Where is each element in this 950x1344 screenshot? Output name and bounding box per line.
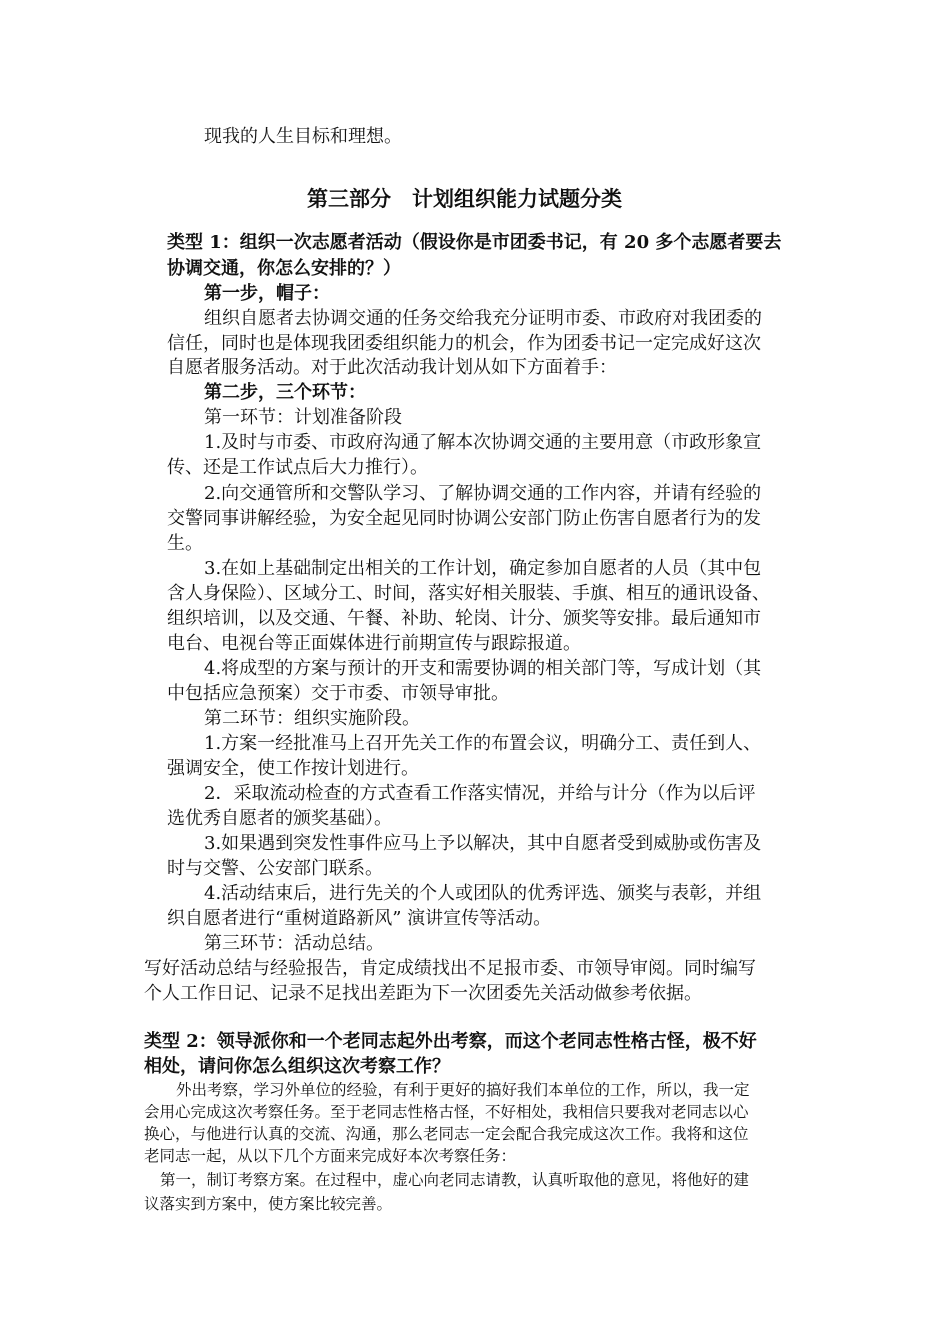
q1-line-2: 强调安全，使工作按计划进行。: [167, 758, 419, 779]
p3-line-3: 组织培训，以及交通、午餐、补助、轮岗、计分、颁奖等安排。最后通知市: [167, 608, 761, 629]
p2-line-1: 2.向交通管所和交警队学习、了解协调交通的工作内容，并请有经验的: [204, 483, 762, 504]
p2-line-2: 交警同事讲解经验，为安全起见同时协调公安部门防止伤害自愿者行为的发: [167, 508, 761, 529]
summary-line-1: 写好活动总结与经验报告，肯定成绩找出不足报市委、市领导审阅。同时编写: [144, 958, 756, 979]
type2-heading-line-2: 相处，请问你怎么组织这次考察工作？: [144, 1056, 450, 1077]
type1-heading-line-1: 类型 1：组织一次志愿者活动（假设你是市团委书记，有 20 多个志愿者要去: [167, 232, 782, 253]
q4-line-1: 4.活动结束后，进行先关的个人或团队的优秀评选、颁奖与表彰，并组: [204, 883, 762, 904]
type2-heading-line-1: 类型 2：领导派你和一个老同志起外出考察，而这个老同志性格古怪，极不好: [144, 1031, 757, 1052]
type2-para-line-3: 换心，与他进行认真的交流、沟通，那么老同志一定会配合我完成这次工作。我将和这位: [144, 1125, 749, 1143]
type2-first-line-1: 第一，制订考察方案。在过程中，虚心向老同志请教，认真听取他的意见，将他好的建: [160, 1171, 750, 1189]
type2-para-line-4: 老同志一起，从以下几个方面来完成好本次考察任务：: [144, 1147, 517, 1165]
q1-line-1: 1.方案一经批准马上召开先关工作的布置会议，明确分工、责任到人、: [204, 733, 762, 754]
p2-line-3: 生。: [167, 533, 203, 554]
p3-line-1: 3.在如上基础制定出相关的工作计划，确定参加自愿者的人员（其中包: [204, 558, 762, 579]
type1-heading-line-2: 协调交通，你怎么安排的？）: [167, 258, 401, 279]
link1-heading: 第一环节：计划准备阶段: [204, 407, 402, 428]
summary-line-2: 个人工作日记、记录不足找出差距为下一次团委先关活动做参考依据。: [144, 983, 702, 1004]
q4-line-2: 织自愿者进行“重树道路新风” 演讲宣传等活动。: [167, 908, 552, 929]
q2-line-1: 2．采取流动检查的方式查看工作落实情况，并给与计分（作为以后评: [204, 783, 756, 804]
p4-line-1: 4.将成型的方案与预计的开支和需要协调的相关部门等，写成计划（其: [204, 658, 762, 679]
step1-para-line-2: 信任，同时也是体现我团委组织能力的机会，作为团委书记一定完成好这次: [167, 333, 761, 354]
step1-para-line-1: 组织自愿者去协调交通的任务交给我充分证明市委、市政府对我团委的: [204, 308, 762, 329]
type2-para-line-2: 会用心完成这次考察任务。至于老同志性格古怪，不好相处，我相信只要我对老同志以心: [144, 1103, 749, 1121]
section-title: 第三部分 计划组织能力试题分类: [307, 186, 622, 211]
q3-line-2: 时与交警、公安部门联系。: [167, 858, 383, 879]
p1-line-2: 传、还是工作试点后大力推行）。: [167, 457, 428, 478]
p3-line-4: 电台、电视台等正面媒体进行前期宣传与跟踪报道。: [167, 633, 581, 654]
step1-para-line-3: 自愿者服务活动。对于此次活动我计划从如下方面着手：: [167, 357, 617, 378]
p3-line-2: 含人身保险）、区域分工、时间，落实好相关服装、手旗、相互的通讯设备、: [167, 583, 770, 604]
intro-tail-line: 现我的人生目标和理想。: [204, 126, 402, 147]
type2-para-line-1: 外出考察，学习外单位的经验，有利于更好的搞好我们本单位的工作，所以，我一定: [176, 1081, 750, 1099]
link3-heading: 第三环节：活动总结。: [204, 933, 384, 954]
link2-heading: 第二环节：组织实施阶段。: [204, 708, 420, 729]
p1-line-1: 1.及时与市委、市政府沟通了解本次协调交通的主要用意（市政形象宣: [204, 432, 762, 453]
type2-first-line-2: 议落实到方案中，使方案比较完善。: [144, 1195, 393, 1213]
q3-line-1: 3.如果遇到突发性事件应马上予以解决，其中自愿者受到威胁或伤害及: [204, 833, 762, 854]
p4-line-2: 中包括应急预案）交于市委、市领导审批。: [167, 683, 509, 704]
step2-heading: 第二步，三个环节：: [204, 382, 366, 403]
q2-line-2: 选优秀自愿者的颁奖基础）。: [167, 808, 392, 829]
step1-heading: 第一步，帽子：: [204, 283, 330, 304]
